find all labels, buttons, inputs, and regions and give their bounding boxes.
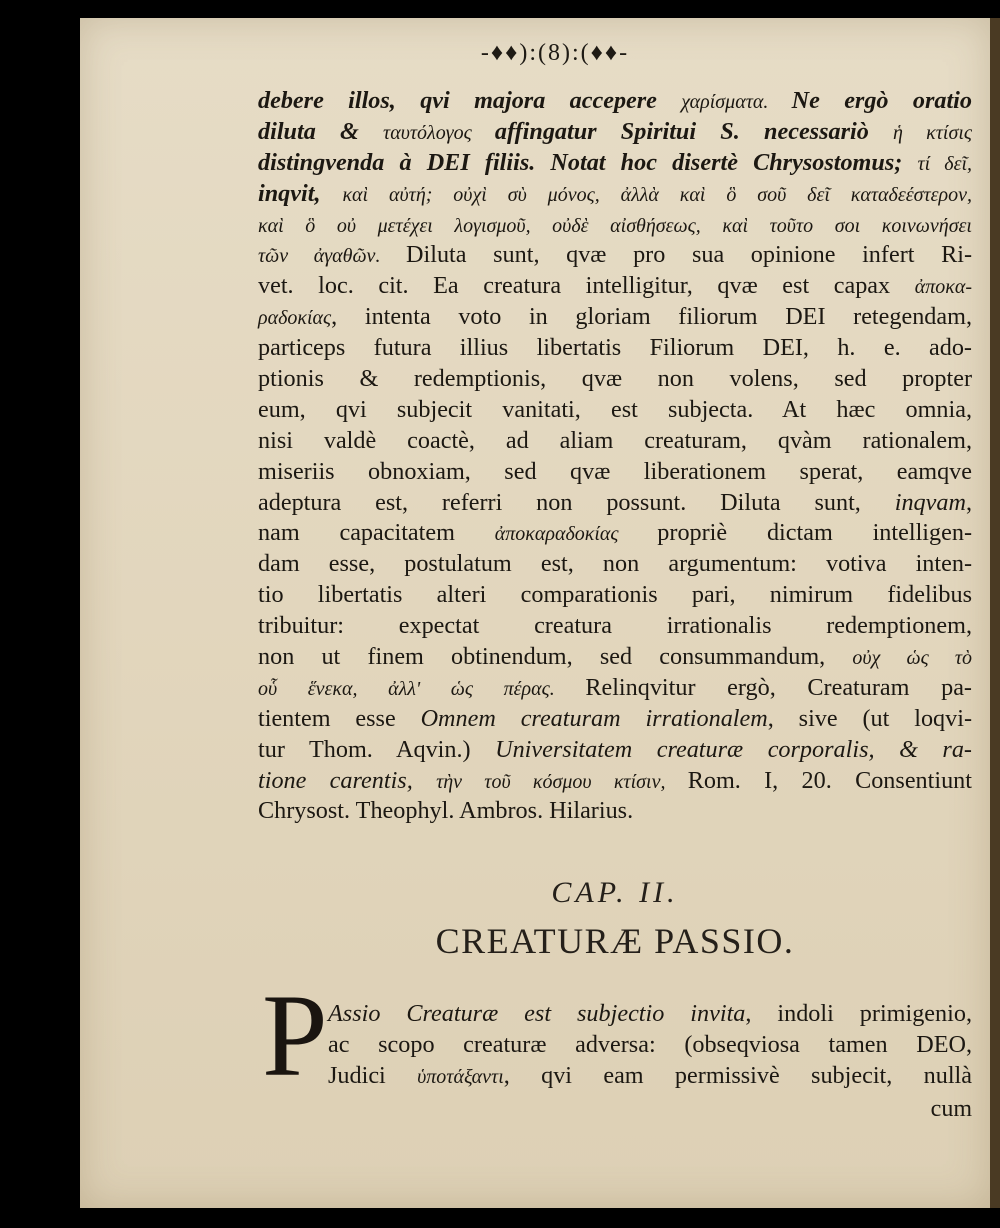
text-run: debere illos, qvi majora accepere <box>258 87 682 114</box>
text-run: affingatur Spiritui S. necessariò <box>494 117 894 145</box>
text-line <box>258 271 972 302</box>
text-run: nisi valdè coactè, ad aliam creaturam, qvàm rationalem, <box>258 426 972 454</box>
text-run: miseriis obnoxiam, sed qvæ liberationem sperat, eamqve <box>258 457 972 485</box>
greek-text: ταυτόλογος <box>383 121 495 144</box>
drop-cap: P <box>262 970 328 1101</box>
text-line <box>258 457 972 488</box>
text-line <box>258 117 972 148</box>
text-line <box>328 1060 972 1091</box>
greek-text: τί δεῖ, <box>917 152 973 175</box>
text-run: tio libertatis alteri comparationis pari, nimirum fidelibus <box>258 581 972 609</box>
chapter-heading: CAP. II. <box>551 876 679 909</box>
text-line <box>258 518 972 549</box>
greek-text: χαρίσματα. <box>681 91 792 113</box>
text-line <box>258 611 972 642</box>
text-line <box>258 704 972 735</box>
text-line <box>258 148 972 179</box>
text-run: Diluta sunt, qvæ pro sua opinione infert Ri- <box>406 241 973 269</box>
text-run: particeps futura illius libertatis Filiorum DEI, h. e. ado- <box>258 334 972 362</box>
greek-text: ἀποκα- <box>914 276 972 299</box>
text-run: Universitatem creaturæ corporalis, & ra- <box>495 735 972 763</box>
text-line <box>258 240 972 271</box>
text-line <box>258 580 972 611</box>
catchword: cum <box>930 1096 972 1122</box>
text-run: , sive (ut loqvi- <box>767 704 973 732</box>
text-line <box>328 1029 972 1060</box>
text-line <box>258 642 972 673</box>
text-run: Chrysost. Theophyl. Ambros. Hilarius. <box>258 797 634 825</box>
text-line <box>258 426 972 457</box>
text-line <box>328 998 972 1029</box>
text-line <box>258 735 972 766</box>
text-run: Omnem creaturam irrationalem <box>420 704 768 732</box>
text-line <box>258 302 972 333</box>
text-line <box>258 766 972 797</box>
text-run: , <box>965 488 972 516</box>
text-line <box>258 673 972 704</box>
text-run: Rom. I, 20. Consentiunt <box>687 766 972 794</box>
text-run: propriè dictam intelligen- <box>657 519 972 547</box>
greek-text: ὑποτάξαντι <box>417 1066 504 1088</box>
text-run: Relinqvitur ergò, Creaturam pa- <box>585 673 972 701</box>
greek-text: οὗ ἕνεκα, ἀλλ' ὡς πέρας. <box>258 677 586 700</box>
greek-text: καὶ ὃ οὐ μετέχει λογισμοῦ, οὐδὲ αἰσθήσεως, καὶ τοῦτο σοι κοινωνήσει <box>258 214 972 237</box>
text-run: Judici <box>328 1062 418 1089</box>
text-run: , indoli primigenio, <box>745 1000 972 1027</box>
text-run: , intenta voto in gloriam filiorum DEI retegendam, <box>331 303 972 331</box>
page-edge <box>990 18 1000 1208</box>
text-line <box>258 210 972 241</box>
text-run: , qvi eam permissivè subjecit, nullà <box>503 1062 972 1089</box>
text-line <box>258 395 972 426</box>
text-run: distingvenda à DEI filiis. Notat hoc disertè Chrysostomus; <box>258 148 918 176</box>
text-run: dam esse, postulatum est, non argumentum: votiva inten- <box>258 550 972 578</box>
text-run: ptionis & redemptionis, qvæ non volens, sed propter <box>258 365 972 393</box>
greek-text: τῶν ἀγαθῶν. <box>258 245 407 268</box>
greek-text: καὶ αὐτή; οὐχὶ σὺ μόνος, ἀλλὰ καὶ ὃ σοῦ δεῖ καταδεέστερον, <box>342 183 972 206</box>
text-line <box>258 549 972 580</box>
text-run: adeptura est, referri non possunt. Diluta sunt, <box>258 488 895 516</box>
running-header: -♦♦):(8):(♦♦- <box>480 40 630 66</box>
text-run: Ne ergò oratio <box>791 87 973 114</box>
greek-text: οὐχ ὡς τὸ <box>852 647 972 670</box>
greek-text: τὴν τοῦ κόσμου κτίσιν, <box>436 770 688 793</box>
text-line <box>258 796 972 827</box>
text-line <box>258 179 972 210</box>
text-run: tur Thom. Aqvin.) <box>258 735 496 763</box>
section-heading: CREATURÆ PASSIO. <box>435 921 795 961</box>
text-run: vet. loc. cit. Ea creatura intelligitur, qvæ est capax <box>258 272 915 300</box>
text-run: diluta & <box>258 117 384 145</box>
text-run: inqvam <box>894 488 966 516</box>
text-run: eum, qvi subjecit vanitati, est subjecta. At hæc omnia, <box>258 395 972 423</box>
text-run: tribuitur: expectat creatura irrationalis redemptionem, <box>258 612 972 640</box>
text-line <box>258 364 972 395</box>
text-line <box>258 488 972 519</box>
text-run: tientem esse <box>258 704 421 732</box>
text-run: inqvit, <box>258 179 343 207</box>
text-line <box>258 333 972 364</box>
text-line <box>258 86 972 117</box>
text-run: tione carentis, <box>258 766 437 794</box>
text-run: nam capacitatem <box>258 519 495 547</box>
text-run: Assio Creaturæ est subjectio invita <box>328 1000 746 1027</box>
chapter-paragraph <box>328 998 972 1091</box>
body-paragraph <box>258 86 972 827</box>
text-run: non ut finem obtinendum, sed consummandum, <box>258 643 853 671</box>
greek-text: ἡ κτίσις <box>893 121 972 144</box>
greek-text: ραδοκίας <box>258 307 332 330</box>
text-run: ac scopo creaturæ adversa: (obseqviosa tamen DEO, <box>328 1031 972 1058</box>
greek-text: ἀποκαραδοκίας <box>494 523 658 546</box>
